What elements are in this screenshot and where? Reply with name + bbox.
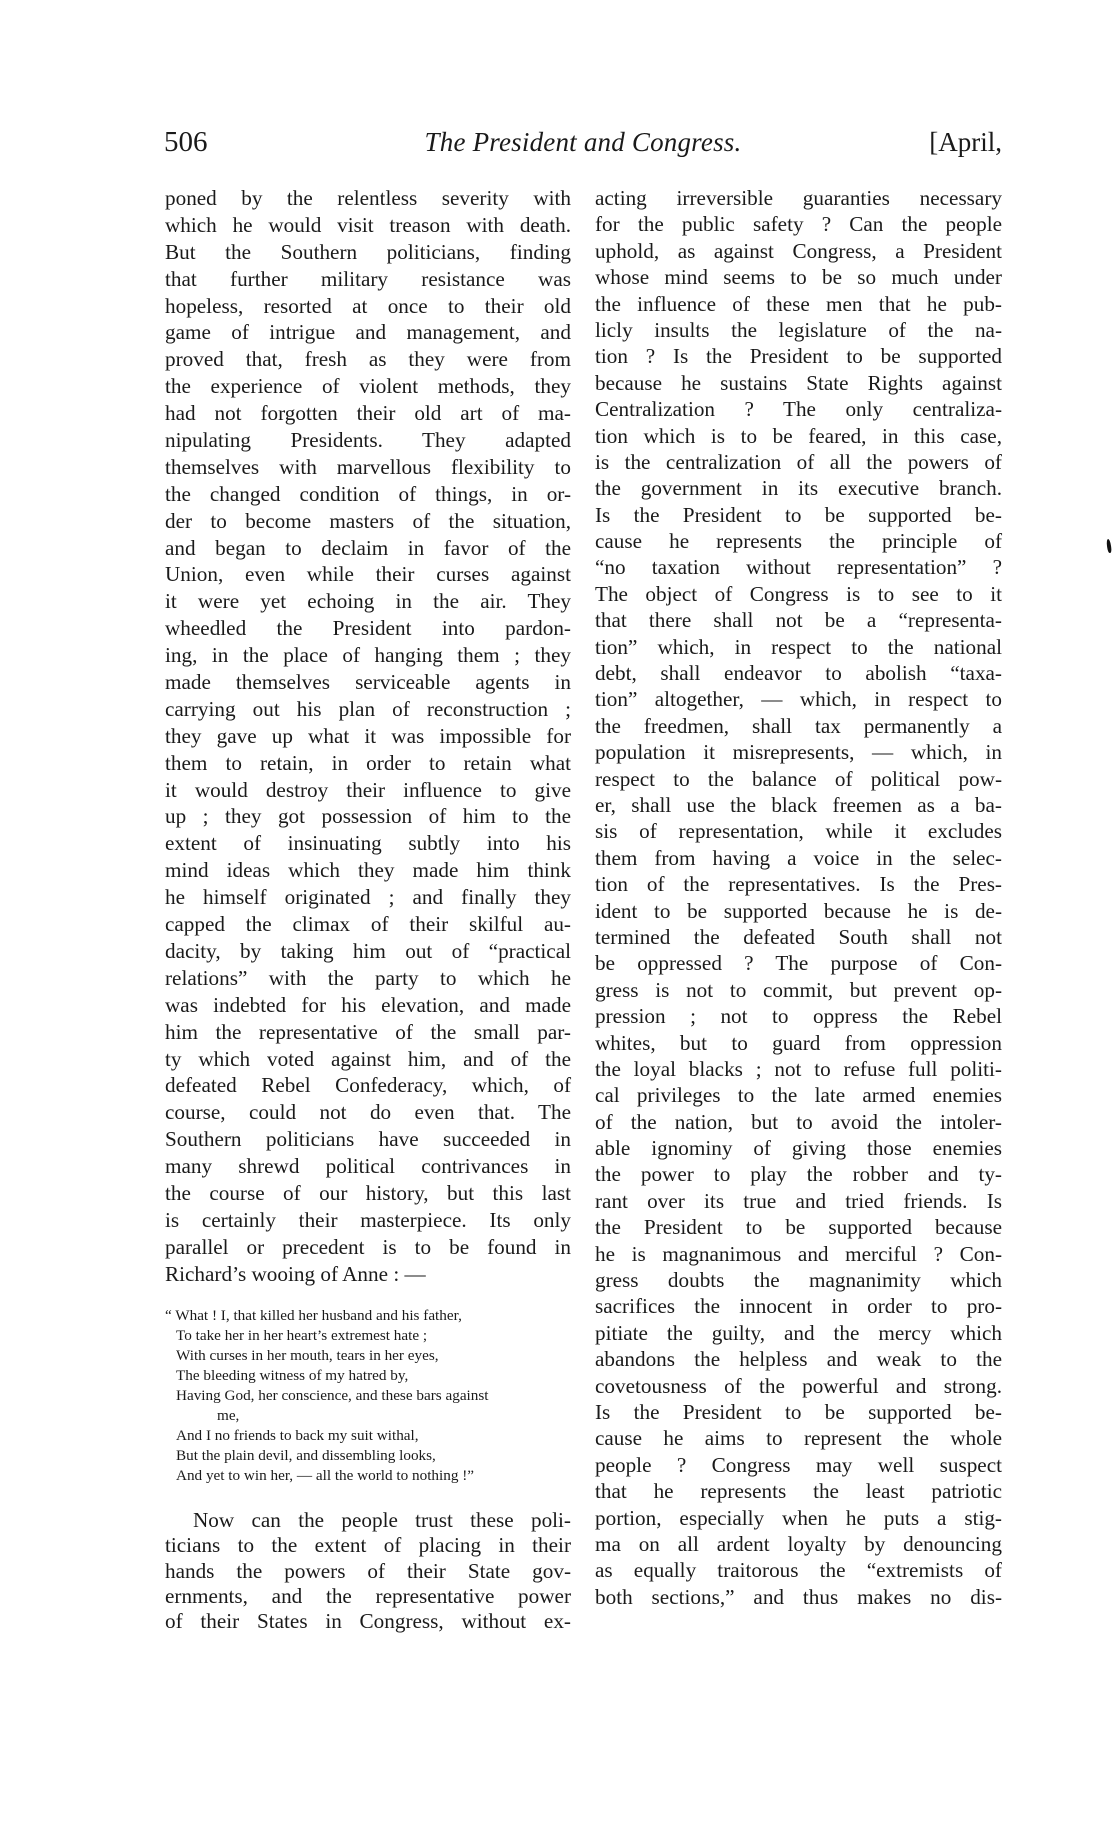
text-line: that further military resistance was — [165, 266, 571, 291]
text-line: hopeless, resorted at once to their old — [165, 293, 571, 318]
text-line: ernments, and the representative power — [165, 1583, 571, 1608]
text-line: up ; they got possession of him to the — [165, 804, 571, 829]
text-line: carrying out his plan of reconstruction ; — [165, 696, 571, 721]
text-line: pression ; not to oppress the Rebel — [595, 1004, 1002, 1029]
text-line: for the public safety ? Can the people — [595, 212, 1002, 237]
text-line: be oppressed ? The purpose of Con- — [595, 951, 1002, 976]
text-line: gress doubts the magnanimity which — [595, 1268, 1002, 1293]
text-line: “no taxation without representation” ? — [595, 555, 1002, 580]
text-line: him the representative of the small par- — [165, 1019, 571, 1044]
text-line: Union, even while their curses against — [165, 562, 571, 587]
text-line: Is the President to be supported be- — [595, 502, 1002, 527]
text-line: the changed condition of things, in or- — [165, 481, 571, 506]
text-line: ing, in the place of hanging them ; they — [165, 643, 571, 668]
text-line: course, could not do even that. The — [165, 1100, 571, 1125]
quotation-line: To take her in her heart’s extremest hate ; — [176, 1327, 428, 1344]
text-line: whites, but to guard from oppression — [595, 1030, 1002, 1055]
text-line: poned by the relentless severity with — [165, 186, 571, 210]
text-line: ty which voted against him, and of the — [165, 1046, 571, 1071]
text-line: acting irreversible guaranties necessary — [595, 186, 1002, 210]
text-line: the President to be supported because — [595, 1215, 1002, 1240]
text-line: of their States in Congress, without ex- — [165, 1609, 571, 1634]
text-line: But the Southern politicians, finding — [165, 239, 571, 264]
text-line: is certainly their masterpiece. Its only — [165, 1207, 571, 1232]
text-line: gress is not to commit, but prevent op- — [595, 977, 1002, 1002]
text-line: tion which is to be feared, in this case, — [595, 423, 1002, 448]
text-line: respect to the balance of political pow- — [595, 766, 1002, 791]
text-line: the course of our history, but this last — [165, 1180, 571, 1205]
text-line: termined the defeated South shall not — [595, 924, 1002, 949]
text-line: was indebted for his elevation, and made — [165, 992, 571, 1017]
text-line: The object of Congress is to see to it — [595, 581, 1002, 606]
text-line: cause he aims to represent the whole — [595, 1426, 1002, 1451]
text-line: ma on all ardent loyalty by denouncing — [595, 1531, 1002, 1556]
text-line: mind ideas which they made him think — [165, 858, 571, 883]
text-line: they gave up what it was impossible for — [165, 723, 571, 748]
text-line: many shrewd political contrivances in — [165, 1154, 571, 1179]
text-line: the government in its executive branch. — [595, 476, 1002, 501]
text-line: ticians to the extent of placing in their — [165, 1533, 571, 1558]
text-line: cal privileges to the late armed enemies — [595, 1083, 1002, 1108]
text-line: whose mind seems to be so much under — [595, 265, 1002, 290]
text-line: uphold, as against Congress, a President — [595, 238, 1002, 263]
text-line: wheedled the President into pardon- — [165, 616, 571, 641]
quotation-line: With curses in her mouth, tears in her eyes, — [176, 1347, 439, 1364]
text-line: rant over its true and tried friends. Is — [595, 1188, 1002, 1213]
text-line: it would destroy their influence to give — [165, 777, 571, 802]
text-line: pitiate the guilty, and the mercy which — [595, 1320, 1002, 1345]
text-line: portion, especially when he puts a stig- — [595, 1505, 1002, 1530]
text-line: made themselves serviceable agents in — [165, 670, 571, 695]
text-line: as equally traitorous the “extremists of — [595, 1558, 1002, 1583]
quotation-line: And I no friends to back my suit withal, — [176, 1427, 419, 1444]
text-line: sis of representation, while it excludes — [595, 819, 1002, 844]
text-line: able ignominy of giving those enemies — [595, 1136, 1002, 1161]
text-line: the influence of these men that he pub- — [595, 291, 1002, 316]
text-line: abandons the helpless and weak to the — [595, 1347, 1002, 1372]
page-number: 506 — [164, 126, 208, 158]
left-column — [165, 185, 571, 1288]
text-line: Richard’s wooing of Anne : — — [165, 1261, 426, 1286]
text-line: them from having a voice in the selec- — [595, 845, 1002, 870]
text-line: it were yet echoing in the air. They — [165, 589, 571, 614]
quotation-line: But the plain devil, and dissembling looks, — [176, 1447, 436, 1464]
text-line: licly insults the legislature of the na- — [595, 317, 1002, 342]
text-line: nipulating Presidents. They adapted — [165, 428, 571, 453]
quotation-line: “ What ! I, that killed her husband and his father, — [165, 1307, 462, 1324]
text-line: Now can the people trust these poli- — [193, 1508, 571, 1532]
text-line: the experience of violent methods, they — [165, 374, 571, 399]
text-line: the freedmen, shall tax permanently a — [595, 713, 1002, 738]
text-line: ident to be supported because he is de- — [595, 898, 1002, 923]
text-line: tion of the representatives. Is the Pres- — [595, 872, 1002, 897]
text-line: the power to play the robber and ty- — [595, 1162, 1002, 1187]
text-line: parallel or precedent is to be found in — [165, 1234, 571, 1259]
text-line: cause he represents the principle of — [595, 529, 1002, 554]
text-line: tion” which, in respect to the national — [595, 634, 1002, 659]
text-line: that there shall not be a “representa- — [595, 608, 1002, 633]
running-head — [164, 124, 1002, 160]
text-line: Is the President to be supported be- — [595, 1399, 1002, 1424]
issue-month: [April, — [929, 127, 1002, 157]
left-column-continuation — [165, 1508, 571, 1634]
text-line: Southern politicians have succeeded in — [165, 1127, 571, 1152]
text-line: defeated Rebel Confederacy, which, of — [165, 1073, 571, 1098]
block-quotation — [165, 1306, 585, 1486]
text-line: that he represents the least patriotic — [595, 1479, 1002, 1504]
text-line: the loyal blacks ; not to refuse full politi- — [595, 1056, 1002, 1081]
text-line: he is magnanimous and merciful ? Con- — [595, 1241, 1002, 1266]
text-line: capped the climax of their skilful au- — [165, 912, 571, 937]
text-line: hands the powers of their State gov- — [165, 1558, 571, 1583]
text-line: covetousness of the powerful and strong. — [595, 1373, 1002, 1398]
text-line: er, shall use the black freemen as a ba- — [595, 792, 1002, 817]
text-line: der to become masters of the situation, — [165, 508, 571, 533]
text-line: because he sustains State Rights against — [595, 370, 1002, 395]
text-line: sacrifices the innocent in order to pro- — [595, 1294, 1002, 1319]
quotation-line: And yet to win her, — all the world to nothing !” — [176, 1467, 475, 1484]
text-line: which he would visit treason with death. — [165, 212, 571, 237]
text-line: dacity, by taking him out of “practical — [165, 938, 571, 963]
text-line: tion ? Is the President to be supported — [595, 344, 1002, 369]
margin-ink-mark — [1106, 539, 1112, 553]
text-line: both sections,” and thus makes no dis- — [595, 1584, 1002, 1609]
text-line: population it misrepresents, — which, in — [595, 740, 1002, 765]
running-title: The President and Congress. — [424, 127, 742, 157]
quotation-line: Having God, her conscience, and these bars against — [176, 1387, 489, 1404]
text-line: proved that, fresh as they were from — [165, 347, 571, 372]
text-line: themselves with marvellous flexibility to — [165, 454, 571, 479]
right-column — [595, 185, 1002, 1610]
text-line: game of intrigue and management, and — [165, 320, 571, 345]
text-line: extent of insinuating subtly into his — [165, 831, 571, 856]
text-line: them to retain, in order to retain what — [165, 750, 571, 775]
text-line: people ? Congress may well suspect — [595, 1452, 1002, 1477]
text-line: relations” with the party to which he — [165, 965, 571, 990]
text-line: of the nation, but to avoid the intoler- — [595, 1109, 1002, 1134]
quotation-line: me, — [217, 1407, 240, 1424]
text-line: is the centralization of all the powers of — [595, 449, 1002, 474]
quotation-line: The bleeding witness of my hatred by, — [176, 1367, 409, 1384]
text-line: Centralization ? The only centraliza- — [595, 397, 1002, 422]
text-line: he himself originated ; and finally they — [165, 885, 571, 910]
text-line: tion” altogether, — which, in respect to — [595, 687, 1002, 712]
text-line: and began to declaim in favor of the — [165, 535, 571, 560]
text-line: had not forgotten their old art of ma- — [165, 401, 571, 426]
text-line: debt, shall endeavor to abolish “taxa- — [595, 661, 1002, 686]
